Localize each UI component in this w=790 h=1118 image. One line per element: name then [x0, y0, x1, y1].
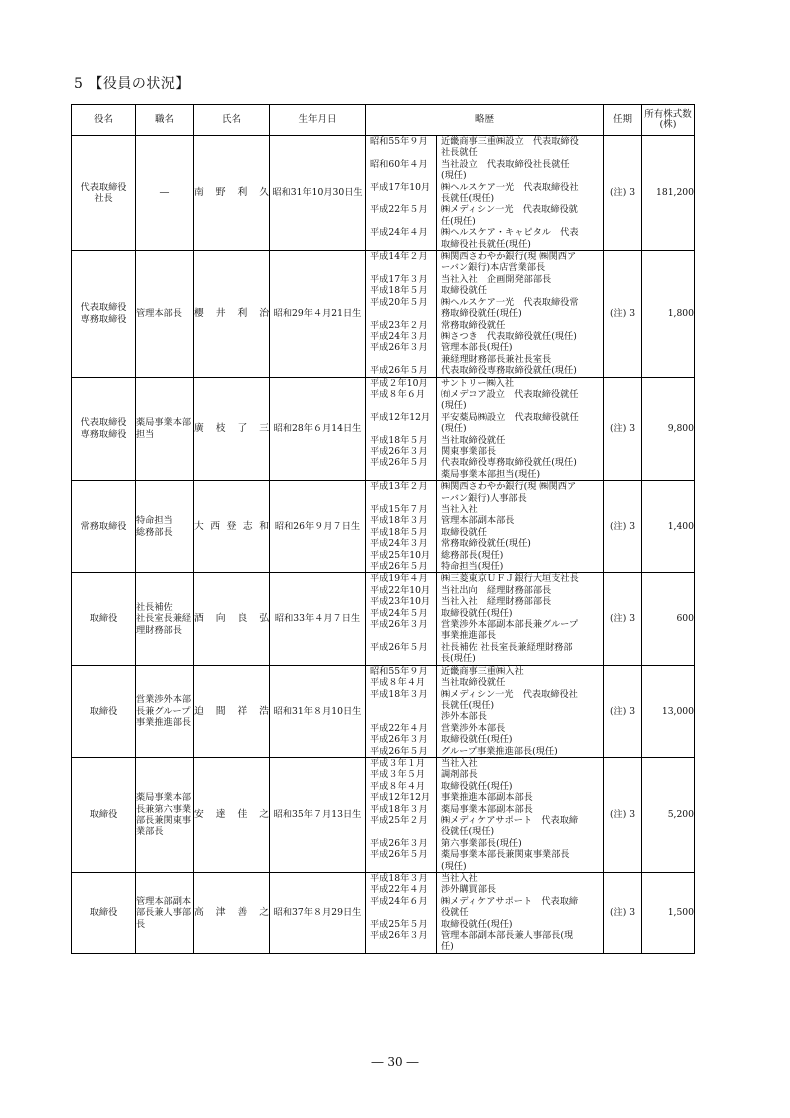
history-text: 取締役就任	[436, 285, 603, 296]
officer-row	[72, 665, 695, 757]
history-date: 平成19年４月	[370, 573, 428, 585]
officer-row	[72, 481, 695, 573]
officer-history	[366, 136, 604, 251]
officer-row	[72, 377, 695, 481]
history-text: ㈱三菱東京ＵＦＪ銀行大垣支社長	[436, 573, 603, 584]
history-date: 平成26年５月	[370, 641, 428, 653]
officer-shares: 600	[642, 573, 695, 665]
history-date: 平成24年３月	[370, 330, 428, 342]
history-date: 平成26年３月	[370, 619, 428, 631]
history-text: 当社設立 代表取締役社長就任 (現任)	[436, 159, 603, 182]
history-date: 平成14年２月	[370, 251, 428, 263]
history-date: 平成23年10月	[370, 596, 431, 608]
officer-shares: 1,800	[642, 251, 695, 377]
officer-position: 代表取締役 社長	[72, 136, 136, 251]
officer-history	[366, 377, 604, 481]
history-text: ㈱関西さわやか銀行(現 ㈱関西ア ーバン銀行)本店営業部長	[436, 251, 603, 274]
header-name: 氏名	[194, 105, 270, 136]
officer-name: 高津善之	[194, 873, 270, 954]
officer-birth: 昭和33年４月７日生	[270, 573, 366, 665]
officer-title: 営業渉外本部 長兼グループ 事業推進部長	[136, 665, 194, 757]
history-date: 平成26年３月	[370, 445, 428, 457]
history-date: 昭和60年４月	[370, 158, 428, 170]
officer-position: 取締役	[72, 873, 136, 954]
header-title: 職名	[136, 105, 194, 136]
header-term: 任期	[604, 105, 642, 136]
history-text: 常務取締役就任(現任)	[436, 538, 603, 549]
history-date: 平成18年３月	[370, 688, 428, 700]
history-text: 関東事業部長	[436, 446, 603, 457]
history-date: 平成18年５月	[370, 285, 428, 297]
officer-title: 管理本部副本 部長兼人事部 長	[136, 873, 194, 954]
history-date: 平成26年５月	[370, 849, 428, 861]
history-date: 平成24年４月	[370, 227, 428, 239]
history-date: 平成８年６月	[370, 388, 426, 400]
history-date: 平成24年５月	[370, 607, 428, 619]
history-text: 取締役就任(現任)	[436, 734, 603, 745]
history-text: 当社入社	[436, 504, 603, 515]
officer-title: 特命担当 総務部長	[136, 481, 194, 573]
history-date: 平成26年５月	[370, 561, 428, 573]
history-date: 平成18年３月	[370, 515, 428, 527]
history-text: 当社取締役就任	[436, 435, 603, 446]
history-text: 社長補佐 社長室長兼経理財務部 長(現任)	[436, 642, 603, 665]
officer-term: (注) 3	[604, 136, 642, 251]
history-text: グループ事業推進部長(現任)	[436, 746, 603, 757]
officer-name: 南野利久	[194, 136, 270, 251]
history-text: 事業推進本部副本部長	[436, 792, 603, 803]
officer-term: (注) 3	[604, 573, 642, 665]
history-date: 平成25年５月	[370, 918, 428, 930]
officer-name: 廣枝了三	[194, 377, 270, 481]
officer-name: 櫻井利治	[194, 251, 270, 377]
history-text: 当社出向 経理財務部部長	[436, 585, 603, 596]
section-title: 5 【役員の状況】	[74, 76, 190, 92]
officer-birth: 昭和26年９月７日生	[270, 481, 366, 573]
history-date: 平成８年４月	[370, 780, 426, 792]
officer-shares: 5,200	[642, 757, 695, 872]
officer-shares: 1,500	[642, 873, 695, 954]
officer-birth: 昭和37年８月29日生	[270, 873, 366, 954]
history-text: 代表取締役専務取締役就任(現任) 薬局事業本部担当(現任)	[436, 457, 603, 480]
officer-title: 社長補佐 社長室長兼経 理財務部長	[136, 573, 194, 665]
officer-term: (注) 3	[604, 251, 642, 377]
officer-position: 取締役	[72, 665, 136, 757]
officer-history	[366, 251, 604, 377]
history-text: 薬局事業本部副本部長	[436, 804, 603, 815]
history-text: 調剤部長	[436, 769, 603, 780]
history-date: 平成24年３月	[370, 538, 428, 550]
officer-shares: 9,800	[642, 377, 695, 481]
history-text: 管理本部副本部長	[436, 515, 603, 526]
officer-shares: 13,000	[642, 665, 695, 757]
history-text: 常務取締役就任	[436, 320, 603, 331]
officer-term: (注) 3	[604, 665, 642, 757]
officer-row	[72, 873, 695, 954]
history-text: 渉外購買部長	[436, 884, 603, 895]
officer-name: 安達佳之	[194, 757, 270, 872]
history-date: 平成８年４月	[370, 677, 426, 689]
history-text: サントリー㈱入社	[436, 378, 603, 389]
history-date: 平成３年５月	[370, 769, 426, 781]
history-date: 平成20年５月	[370, 296, 428, 308]
history-date: 平成22年５月	[370, 204, 428, 216]
history-date: 平成25年２月	[370, 814, 428, 826]
history-date: 平成26年３月	[370, 734, 428, 746]
officer-title: 薬局事業本部 長兼第六事業 部長兼関東事 業部長	[136, 757, 194, 872]
history-date: 平成22年10月	[370, 584, 431, 596]
history-date: 平成26年５月	[370, 457, 428, 469]
history-date: 平成13年２月	[370, 481, 428, 493]
header-birth: 生年月日	[270, 105, 366, 136]
history-text: 当社取締役就任	[436, 677, 603, 688]
history-text: ㈱メディシン一光 代表取締役就 任(現任)	[436, 204, 603, 227]
officer-position: 取締役	[72, 573, 136, 665]
history-text: 第六事業部長(現任)	[436, 838, 603, 849]
officer-term: (注) 3	[604, 481, 642, 573]
history-text: ㈱メディケアサポート 代表取締 役就任	[436, 896, 603, 919]
history-text: ㈱ヘルスケア一光 代表取締役社 長就任(現任)	[436, 182, 603, 205]
history-date: 平成22年４月	[370, 722, 428, 734]
history-text: 営業渉外本部長	[436, 723, 603, 734]
history-date: 平成26年３月	[370, 342, 428, 354]
officer-term: (注) 3	[604, 873, 642, 954]
officer-shares: 1,400	[642, 481, 695, 573]
history-text: 取締役就任	[436, 527, 603, 538]
history-date: 平成12年12月	[370, 411, 431, 423]
officer-shares: 181,200	[642, 136, 695, 251]
history-date: 平成12年12月	[370, 792, 431, 804]
officer-position: 常務取締役	[72, 481, 136, 573]
officer-row	[72, 136, 695, 251]
officer-birth: 昭和31年10月30日生	[270, 136, 366, 251]
officer-history	[366, 573, 604, 665]
officers-table	[71, 104, 695, 954]
officer-term: (注) 3	[604, 757, 642, 872]
history-text: 当社入社	[436, 873, 603, 884]
officer-birth: 昭和35年７月13日生	[270, 757, 366, 872]
officer-history	[366, 665, 604, 757]
history-text: ㈱メディケアサポート 代表取締 役就任(現任)	[436, 815, 603, 838]
officer-position: 代表取締役 専務取締役	[72, 251, 136, 377]
officer-history	[366, 481, 604, 573]
header-position: 役名	[72, 105, 136, 136]
history-text: 営業渉外本部副本部長兼グループ 事業推進部長	[436, 619, 603, 642]
history-date: 平成17年10月	[370, 181, 431, 193]
header-history: 略歴	[366, 105, 604, 136]
history-date: 平成26年５月	[370, 745, 428, 757]
history-text: ㈱ヘルスケア・キャピタル 代表 取締役社長就任(現任)	[436, 227, 603, 250]
officer-row	[72, 251, 695, 377]
officer-position: 取締役	[72, 757, 136, 872]
history-date: 平成22年４月	[370, 884, 428, 896]
history-text: 取締役就任(現任)	[436, 781, 603, 792]
history-date: 平成18年３月	[370, 803, 428, 815]
history-date: 昭和55年９月	[370, 136, 428, 147]
history-text: ㈲メデコア設立 代表取締役就任 (現任)	[436, 389, 603, 412]
page-number: ― 30 ―	[371, 1055, 419, 1069]
history-date: 昭和55年９月	[370, 665, 428, 677]
history-date: 平成３年１月	[370, 757, 426, 769]
officer-term: (注) 3	[604, 377, 642, 481]
history-date: 平成２年10月	[370, 377, 428, 389]
officer-history	[366, 873, 604, 954]
officer-title: ―	[136, 136, 194, 251]
header-shares: 所有株式数 (株)	[642, 105, 695, 136]
officer-birth: 昭和29年４月21日生	[270, 251, 366, 377]
history-date: 平成23年２月	[370, 319, 428, 331]
history-text: 特命担当(現任)	[436, 561, 603, 572]
history-text: 総務部長(現任)	[436, 550, 603, 561]
history-text: 取締役就任(現任)	[436, 919, 603, 930]
officer-birth: 昭和28年６月14日生	[270, 377, 366, 481]
officer-title: 管理本部長	[136, 251, 194, 377]
history-date: 平成26年３月	[370, 930, 428, 942]
officer-name: 迫間祥浩	[194, 665, 270, 757]
history-date: 平成26年５月	[370, 365, 428, 377]
history-text: 平安薬局㈱設立 代表取締役就任 (現任)	[436, 412, 603, 435]
officer-name: 酒向良弘	[194, 573, 270, 665]
history-text: 当社入社	[436, 758, 603, 769]
history-text: ㈱メディシン一光 代表取締役社 長就任(現任) 渉外本部長	[436, 689, 603, 723]
officer-position: 代表取締役 専務取締役	[72, 377, 136, 481]
officer-row	[72, 573, 695, 665]
history-date: 平成18年３月	[370, 873, 428, 884]
history-date: 平成17年３月	[370, 273, 428, 285]
history-text: 当社入社 経理財務部部長	[436, 596, 603, 607]
history-text: 代表取締役専務取締役就任(現任)	[436, 365, 603, 376]
history-text: 近畿商事三重㈱設立 代表取締役 社長就任	[436, 136, 603, 159]
history-date: 平成15年７月	[370, 504, 428, 515]
history-text: ㈱関西さわやか銀行(現 ㈱関西ア ーバン銀行)人事部長	[436, 481, 603, 504]
history-text: 当社入社 企画開発部部長	[436, 274, 603, 285]
history-text: 取締役就任(現任)	[436, 608, 603, 619]
history-text: 管理本部長(現任) 兼経理財務部長兼社長室長	[436, 342, 603, 365]
history-date: 平成24年６月	[370, 895, 428, 907]
history-text: 薬局事業本部長兼関東事業部長 (現任)	[436, 849, 603, 872]
officer-title: 薬局事業本部 担当	[136, 377, 194, 481]
history-date: 平成18年５月	[370, 526, 428, 538]
history-text: 近畿商事三重㈱入社	[436, 666, 603, 677]
officer-row	[72, 757, 695, 872]
history-text: 管理本部副本部長兼人事部長(現 任)	[436, 930, 603, 953]
history-text: ㈱さつき 代表取締役就任(現任)	[436, 331, 603, 342]
history-date: 平成25年10月	[370, 549, 431, 561]
history-text: ㈱ヘルスケア一光 代表取締役常 務取締役就任(現任)	[436, 297, 603, 320]
header-row	[72, 105, 695, 136]
officer-name: 大西登志和	[194, 481, 270, 573]
history-date: 平成18年５月	[370, 434, 428, 446]
officer-history	[366, 757, 604, 872]
officer-birth: 昭和31年８月10日生	[270, 665, 366, 757]
history-date: 平成26年３月	[370, 837, 428, 849]
